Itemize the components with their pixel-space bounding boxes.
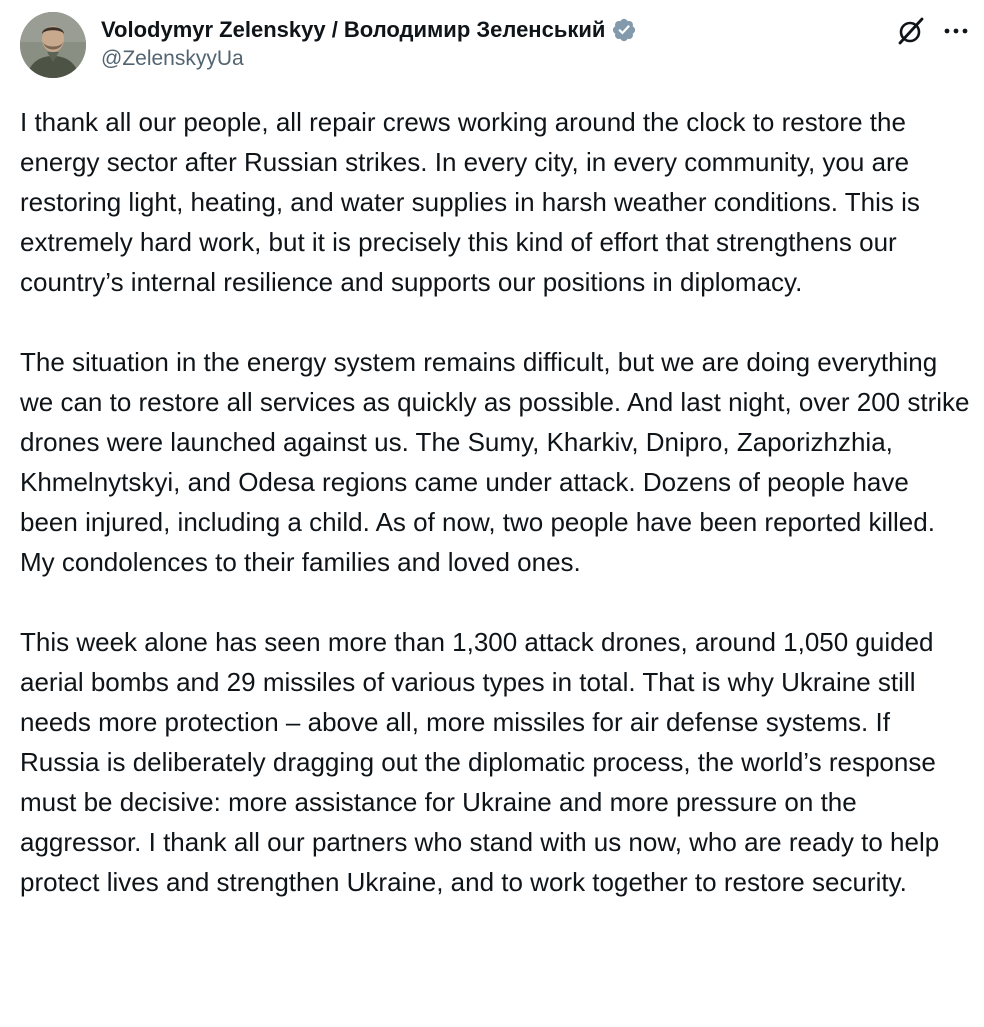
tweet-header	[20, 10, 970, 80]
header-actions	[896, 16, 970, 51]
tweet-paragraph: This week alone has seen more than 1,300 attack drones, around 1,050 guided aerial bombs and 29 missiles of various types in total. That is why Ukraine still needs more protection – above all, more missiles for air defense systems. If Russia is deliberately dragging out the diplomatic process, the world’s response must be decisive: more assistance for Ukraine and more pressure on the aggressor. I thank all our partners who stand with us now, who are ready to help protect lives and strengthen Ukraine, and to work together to restore security.	[20, 627, 940, 897]
avatar[interactable]	[20, 12, 86, 78]
author-handle[interactable]: @ZelenskyyUa	[101, 47, 244, 70]
tweet-paragraph: The situation in the energy system remains difficult, but we are doing everything we can to restore all services as quickly as possible. And last night, over 200 strike drones were launched against us. The Sumy, Kharkiv, Dnipro, Zaporizhzhia, Khmelnytskyi, and Odesa regions came under attack. Dozens of people have been injured, including a child. As of now, two people have been reported killed. My condolences to their families and loved ones.	[20, 347, 970, 577]
verified-badge-icon[interactable]	[611, 17, 637, 43]
grok-icon[interactable]	[896, 16, 926, 51]
more-options-icon[interactable]	[942, 17, 970, 50]
tweet-paragraph: I thank all our people, all repair crews working around the clock to restore the energy sector after Russian strikes. In every city, in every community, you are restoring light, heating, and water supplies in harsh weather conditions. This is extremely hard work, but it is precisely this kind of effort that strengthens our country’s internal resilience and supports our positions in diplomacy.	[20, 107, 920, 297]
author-display-name[interactable]: Volodymyr Zelenskyy / Володимир Зеленський	[101, 17, 606, 42]
name-row	[101, 15, 637, 45]
author-info	[101, 15, 637, 71]
tweet-text	[20, 102, 970, 942]
